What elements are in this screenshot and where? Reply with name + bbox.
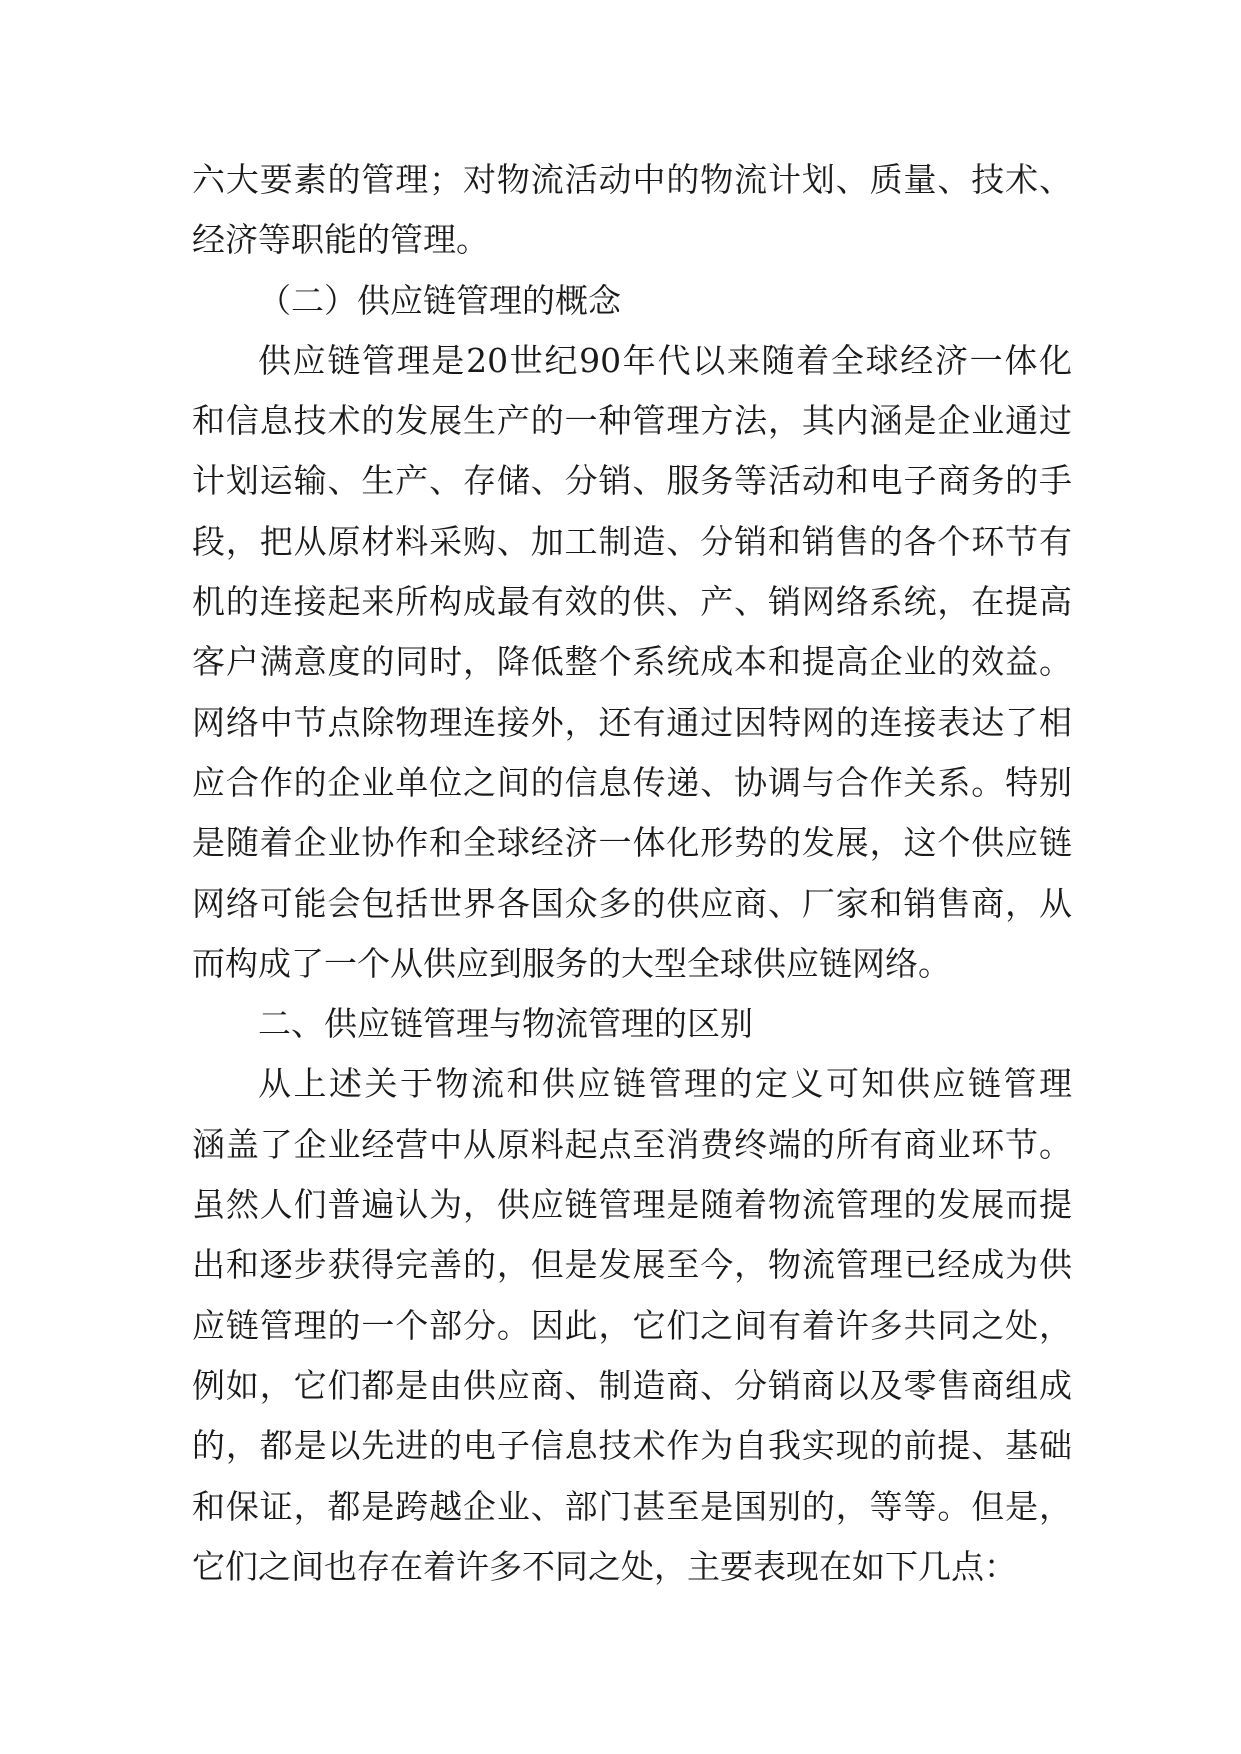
text-line: 从上述关于物流和供应链管理的定义可知供应链管理 (258, 1064, 1072, 1104)
document-body (192, 150, 1072, 1597)
text-line: 应合作的企业单位之间的信息传递、协调与合作关系。特别 (192, 762, 1072, 802)
text-line: 六大要素的管理；对物流活动中的物流计划、质量、技术、 (192, 160, 1072, 199)
text-line: 网络中节点除物理连接外，还有通过因特网的连接表达了相 (192, 702, 1072, 742)
text-line: 是随着企业协作和全球经济一体化形势的发展，这个供应链 (192, 823, 1072, 863)
text-line: 它们之间也存在着许多不同之处，主要表现在如下几点： (192, 1546, 1017, 1586)
text-line: 段，把从原材料采购、加工制造、分销和销售的各个环节有 (192, 521, 1072, 561)
text-line: 虽然人们普遍认为，供应链管理是随着物流管理的发展而提 (192, 1185, 1072, 1225)
text-line: 出和逐步获得完善的，但是发展至今，物流管理已经成为供 (192, 1245, 1072, 1285)
text-line: 供应链管理是20世纪90年代以来随着全球经济一体化 (258, 340, 1072, 380)
text-line: 和信息技术的发展生产的一种管理方法，其内涵是企业通过 (192, 401, 1072, 441)
text-line: 应链管理的一个部分。因此，它们之间有着许多共同之处， (192, 1305, 1072, 1345)
text-line: 网络可能会包括世界各国众多的供应商、厂家和销售商，从 (192, 883, 1072, 923)
text-line: 而构成了一个从供应到服务的大型全球供应链网络。 (192, 943, 951, 983)
text-line: 和保证，都是跨越企业、部门甚至是国别的，等等。但是， (192, 1486, 1072, 1526)
text-line: 计划运输、生产、存储、分销、服务等活动和电子商务的手 (192, 461, 1072, 501)
section-heading: 二、供应链管理与物流管理的区别 (258, 1004, 753, 1044)
text-line: 客户满意度的同时，降低整个系统成本和提高企业的效益。 (192, 642, 1072, 682)
text-line: 涵盖了企业经营中从原料起点至消费终端的所有商业环节。 (192, 1124, 1072, 1164)
text-line: 例如，它们都是由供应商、制造商、分销商以及零售商组成 (192, 1365, 1072, 1405)
section-heading: （二）供应链管理的概念 (258, 280, 621, 320)
text-line: 机的连接起来所构成最有效的供、产、销网络系统，在提高 (192, 582, 1072, 622)
text-line: 的，都是以先进的电子信息技术作为自我实现的前提、基础 (192, 1426, 1072, 1466)
text-line: 经济等职能的管理。 (192, 220, 489, 260)
